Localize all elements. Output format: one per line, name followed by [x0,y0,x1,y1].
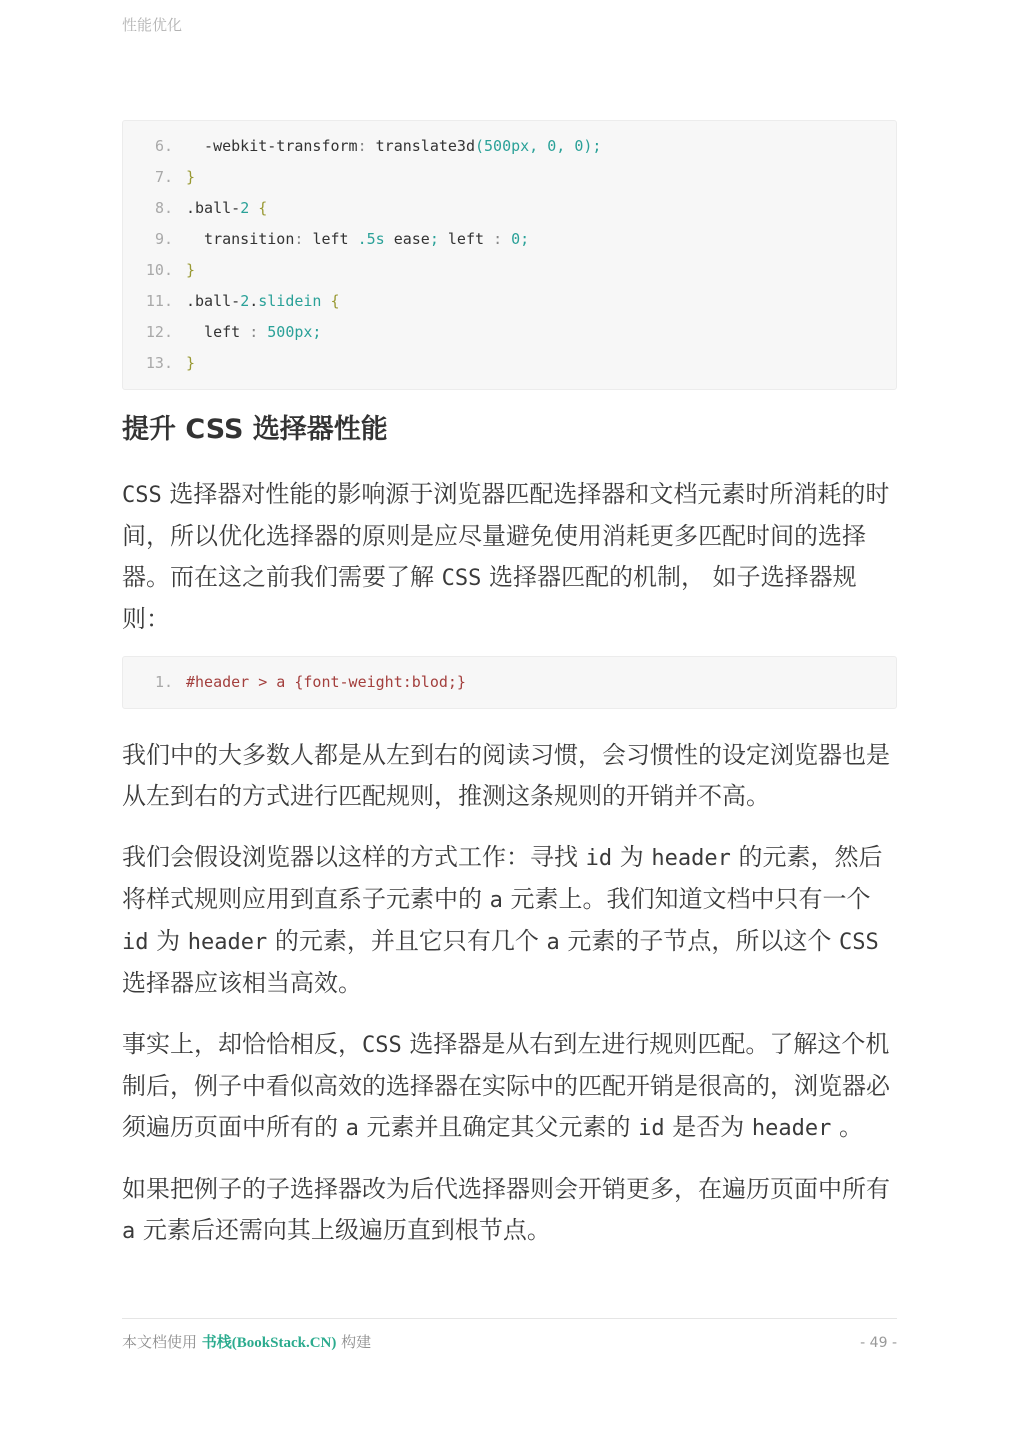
paragraph-text: 的元素，并且它只有几个 [267,927,547,955]
code-token: : [493,230,512,248]
code-token: 0; [511,230,530,248]
paragraph-text: 选择器应该相当高效。 [122,969,362,997]
code-block-header-selector [122,656,897,709]
paragraph-text: 事实上，却恰恰相反， [122,1030,362,1058]
line-number: 10. [145,261,173,279]
paragraph-text: 。 [831,1113,864,1141]
code-token: : [294,230,313,248]
section-heading: 提升 CSS 选择器性能 [122,414,388,445]
code-token: { [258,199,268,217]
code-token: } [186,354,196,372]
bookstack-link[interactable]: 书栈(BookStack.CN) [201,1335,337,1351]
paragraph-text: 元素后还需向其上级遍历直到根节点。 [135,1216,551,1244]
paragraph-text: 是否为 [664,1113,752,1141]
inline-code-text: a [546,930,560,955]
code-token: left [447,230,494,248]
line-number: 13. [145,354,173,372]
code-text [173,224,529,255]
line-number: 1. [154,673,173,691]
code-token: : [249,323,268,341]
code-token: .ball- [186,292,241,310]
code-token: left [312,230,358,248]
code-line [123,162,896,193]
code-text [173,667,466,698]
code-line [123,667,896,698]
paragraph-right-to-left [122,1024,897,1149]
paragraph-left-to-right [122,735,897,817]
code-line [123,131,896,162]
code-text [173,193,267,224]
document-footer [122,1318,897,1352]
paragraph-text: 选择器匹配的机制， 如子选择器规则： [122,563,857,633]
footer-suffix: 构建 [336,1333,372,1351]
paragraph-text: 我们会假设浏览器以这样的方式工作：寻找 [122,843,586,871]
inline-code-text: CSS [362,1033,402,1058]
paragraph-text: 我们中的大多数人都是从左到右的阅读习惯，会习惯性的设定浏览器也是从左到右的方式进行匹配规则，推测这条规则的开销并不高。 [122,741,890,810]
inline-code-text: CSS [839,930,879,955]
paragraph-text: 选择器对性能的影响源于浏览器匹配选择器和文档元素时所消耗的时间，所以优化选择器的原则是应尽量避免使用消耗更多匹配时间的选择器。而在这之前我们需要了解 [122,480,890,591]
code-token: #header > a {font-weight:blod;} [186,673,466,691]
code-text [173,348,195,379]
document-header-title: 性能优化 [122,16,183,34]
paragraph-text: 为 [612,843,652,871]
code-line [123,348,896,379]
code-text [173,255,195,286]
code-line [123,317,896,348]
code-text [173,286,340,317]
paragraph-text: 如果把例子的子选择器改为后代选择器则会开销更多，在遍历页面中所有 [122,1175,890,1203]
code-token: } [186,168,196,186]
paragraph-text: 的元素，然后将样式规则应用到直系子元素中的 [122,843,883,913]
code-block-css-transition [122,120,897,390]
inline-code-text: id [122,930,149,955]
code-token: ; [429,230,448,248]
code-token: translate3d [375,137,475,155]
code-token: -webkit-transform [186,137,358,155]
code-token: 2 [240,292,250,310]
inline-code-text: CSS [122,483,162,508]
line-number: 12. [145,323,173,341]
code-text [173,131,601,162]
inline-code-text: header [187,930,268,955]
inline-code-text: a [489,888,503,913]
paragraph-descendant-selector [122,1169,897,1252]
line-number: 8. [154,199,173,217]
paragraph-text: 元素上。我们知道文档中只有一个 [502,885,871,913]
code-line [123,193,896,224]
paragraph-css-selector-intro [122,474,897,640]
paragraph-text: 为 [148,927,188,955]
code-text [173,317,321,348]
code-token: 2 [240,199,250,217]
footer-prefix: 本文档使用 [122,1333,202,1351]
inline-code-text: id [585,846,613,871]
line-number: 9. [154,230,173,248]
code-token [249,199,258,217]
inline-code-text: CSS [441,566,482,591]
code-token: . [249,292,259,310]
code-token: .5s [357,230,385,248]
code-token: slidein [258,292,322,310]
inline-code-text: header [651,846,731,871]
line-number: 11. [145,292,173,310]
page-number: - 49 - [860,1335,897,1351]
line-number: 7. [154,168,173,186]
inline-code-text: a [122,1219,136,1244]
code-token: : [357,137,376,155]
code-line [123,286,896,317]
inline-code-text: id [638,1116,665,1141]
code-token: 500px; [267,323,322,341]
code-line [123,255,896,286]
paragraph-text: 选择器是从右到左进行规则匹配。了解这个机制后，例子中看似高效的选择器在实际中的匹配开销是很高的，浏览器必须遍历页面中所有的 [122,1030,890,1141]
code-token: transition [186,230,295,248]
code-token: { [330,292,340,310]
paragraph-assumed-matching [122,837,897,1004]
footer-build-note [122,1331,371,1352]
code-token [321,292,330,310]
line-number: 6. [154,137,173,155]
paragraph-text: 元素并且确定其父元素的 [358,1113,639,1141]
code-token: left [186,323,250,341]
inline-code-text: a [345,1116,359,1141]
code-token: .ball- [186,199,241,217]
code-token: } [186,261,196,279]
code-token: (500px, 0, 0); [475,137,602,155]
code-text [173,162,195,193]
code-line [123,224,896,255]
inline-code-text: header [751,1116,832,1141]
paragraph-text: 元素的子节点，所以这个 [559,927,840,955]
code-token: ease [384,230,430,248]
